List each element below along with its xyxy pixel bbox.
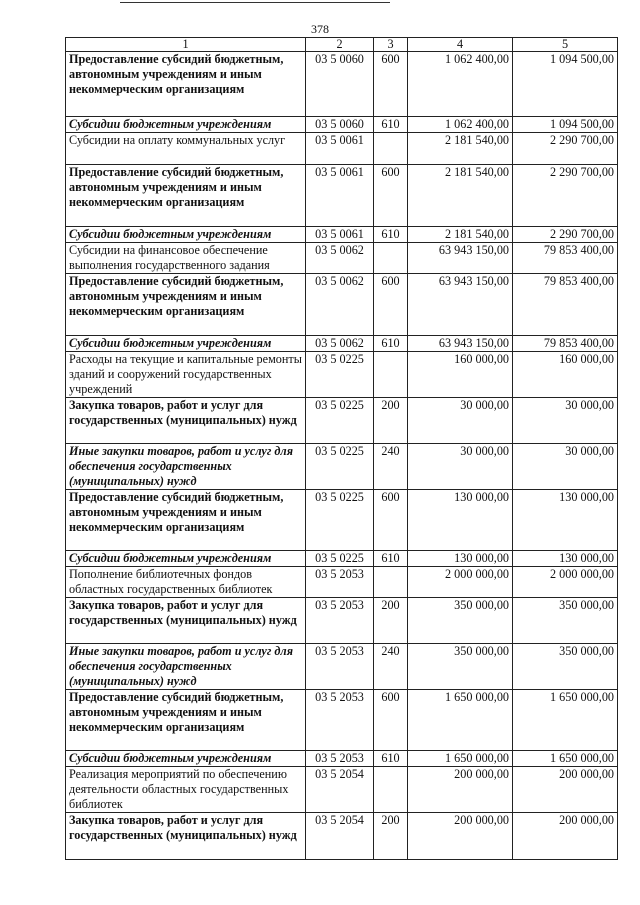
row-code-cell: 03 5 0061 [306,133,374,165]
row-value-cell: 130 000,00 [408,490,513,551]
row-value-cell: 63 943 150,00 [408,274,513,336]
table-row [66,551,618,567]
row-value-cell: 350 000,00 [513,598,618,644]
row-name-cell: Субсидии бюджетным учреждениям [66,551,306,567]
row-expense-type-cell: 610 [374,227,408,243]
row-expense-type-cell: 610 [374,117,408,133]
row-name-cell: Расходы на текущие и капитальные ремонты зданий и сооружений государственных учреждений [66,352,306,398]
table-row [66,767,618,813]
row-name-cell: Пополнение библиотечных фондов областных государственных библиотек [66,567,306,598]
table-row [66,227,618,243]
row-expense-type-cell: 600 [374,490,408,551]
table-row [66,490,618,551]
row-value-cell: 130 000,00 [513,551,618,567]
row-value-cell: 79 853 400,00 [513,336,618,352]
row-expense-type-cell: 600 [374,274,408,336]
row-code-cell: 03 5 0061 [306,165,374,227]
row-value-cell: 79 853 400,00 [513,274,618,336]
row-expense-type-cell [374,567,408,598]
row-expense-type-cell: 600 [374,690,408,751]
row-code-cell: 03 5 0062 [306,274,374,336]
row-value-cell: 2 290 700,00 [513,133,618,165]
row-code-cell: 03 5 2053 [306,751,374,767]
table-row [66,598,618,644]
row-code-cell: 03 5 2054 [306,813,374,860]
row-name-cell: Закупка товаров, работ и услуг для государственных (муниципальных) нужд [66,398,306,444]
row-value-cell: 350 000,00 [408,598,513,644]
row-name-cell: Предоставление субсидий бюджетным, автономным учреждениям и иным некоммерческим организациям [66,52,306,117]
row-code-cell: 03 5 0061 [306,227,374,243]
row-name-cell: Субсидии бюджетным учреждениям [66,117,306,133]
table-row [66,336,618,352]
row-expense-type-cell: 600 [374,52,408,117]
row-code-cell: 03 5 0062 [306,243,374,274]
budget-table [65,37,618,860]
row-value-cell: 1 650 000,00 [513,690,618,751]
row-value-cell: 2 181 540,00 [408,165,513,227]
row-name-cell: Субсидии на оплату коммунальных услуг [66,133,306,165]
row-value-cell: 63 943 150,00 [408,243,513,274]
row-value-cell: 2 290 700,00 [513,165,618,227]
row-value-cell: 350 000,00 [408,644,513,690]
table-row [66,117,618,133]
table-row [66,165,618,227]
table-body [66,52,618,860]
row-code-cell: 03 5 0060 [306,52,374,117]
row-value-cell: 1 062 400,00 [408,117,513,133]
row-name-cell: Субсидии бюджетным учреждениям [66,751,306,767]
row-value-cell: 2 181 540,00 [408,133,513,165]
row-value-cell: 1 094 500,00 [513,117,618,133]
row-code-cell: 03 5 0225 [306,551,374,567]
row-value-cell: 30 000,00 [513,444,618,490]
row-value-cell: 2 000 000,00 [513,567,618,598]
row-value-cell: 30 000,00 [408,398,513,444]
row-code-cell: 03 5 0062 [306,336,374,352]
row-name-cell: Иные закупки товаров, работ и услуг для обеспечения государственных (муниципальных) нужд [66,644,306,690]
row-expense-type-cell: 240 [374,644,408,690]
row-expense-type-cell: 200 [374,598,408,644]
row-expense-type-cell: 610 [374,336,408,352]
row-expense-type-cell: 200 [374,813,408,860]
row-name-cell: Предоставление субсидий бюджетным, автономным учреждениям и иным некоммерческим организациям [66,274,306,336]
row-value-cell: 160 000,00 [513,352,618,398]
row-value-cell: 130 000,00 [408,551,513,567]
row-code-cell: 03 5 0225 [306,352,374,398]
table-row [66,567,618,598]
row-expense-type-cell: 610 [374,751,408,767]
table-row [66,52,618,117]
column-header: 1 [66,38,306,52]
row-code-cell: 03 5 0060 [306,117,374,133]
column-header: 2 [306,38,374,52]
table-row [66,751,618,767]
row-name-cell: Закупка товаров, работ и услуг для государственных (муниципальных) нужд [66,598,306,644]
row-code-cell: 03 5 0225 [306,490,374,551]
header-row [66,38,618,52]
table-row [66,690,618,751]
row-value-cell: 350 000,00 [513,644,618,690]
row-name-cell: Субсидии бюджетным учреждениям [66,227,306,243]
row-code-cell: 03 5 2053 [306,690,374,751]
row-name-cell: Реализация мероприятий по обеспечению деятельности областных государственных библиотек [66,767,306,813]
row-value-cell: 30 000,00 [513,398,618,444]
row-expense-type-cell [374,133,408,165]
table-row [66,243,618,274]
row-value-cell: 200 000,00 [408,813,513,860]
row-expense-type-cell: 610 [374,551,408,567]
row-value-cell: 1 650 000,00 [513,751,618,767]
row-name-cell: Предоставление субсидий бюджетным, автономным учреждениям и иным некоммерческим организациям [66,690,306,751]
table-row [66,644,618,690]
table-row [66,274,618,336]
row-code-cell: 03 5 0225 [306,444,374,490]
table-row [66,813,618,860]
row-name-cell: Субсидии на финансовое обеспечение выполнения государственного задания [66,243,306,274]
row-expense-type-cell [374,243,408,274]
row-value-cell: 1 650 000,00 [408,751,513,767]
row-code-cell: 03 5 2054 [306,767,374,813]
row-value-cell: 160 000,00 [408,352,513,398]
row-code-cell: 03 5 2053 [306,567,374,598]
row-name-cell: Предоставление субсидий бюджетным, автономным учреждениям и иным некоммерческим организациям [66,490,306,551]
row-value-cell: 2 290 700,00 [513,227,618,243]
row-value-cell: 63 943 150,00 [408,336,513,352]
table-row [66,133,618,165]
table-row [66,398,618,444]
row-value-cell: 130 000,00 [513,490,618,551]
table-row [66,352,618,398]
row-value-cell: 30 000,00 [408,444,513,490]
page-number: 378 [311,22,329,36]
column-header: 5 [513,38,618,52]
row-value-cell: 200 000,00 [408,767,513,813]
row-code-cell: 03 5 0225 [306,398,374,444]
row-value-cell: 1 094 500,00 [513,52,618,117]
row-code-cell: 03 5 2053 [306,598,374,644]
row-expense-type-cell: 600 [374,165,408,227]
row-value-cell: 1 062 400,00 [408,52,513,117]
column-header: 3 [374,38,408,52]
row-expense-type-cell [374,352,408,398]
row-expense-type-cell: 200 [374,398,408,444]
row-value-cell: 2 000 000,00 [408,567,513,598]
row-name-cell: Закупка товаров, работ и услуг для государственных (муниципальных) нужд [66,813,306,860]
row-name-cell: Субсидии бюджетным учреждениям [66,336,306,352]
row-name-cell: Иные закупки товаров, работ и услуг для обеспечения государственных (муниципальных) нужд [66,444,306,490]
row-expense-type-cell [374,767,408,813]
row-value-cell: 200 000,00 [513,813,618,860]
row-value-cell: 1 650 000,00 [408,690,513,751]
row-value-cell: 2 181 540,00 [408,227,513,243]
row-name-cell: Предоставление субсидий бюджетным, автономным учреждениям и иным некоммерческим организациям [66,165,306,227]
row-value-cell: 200 000,00 [513,767,618,813]
row-value-cell: 79 853 400,00 [513,243,618,274]
column-header: 4 [408,38,513,52]
table-row [66,444,618,490]
top-rule [120,2,390,3]
row-code-cell: 03 5 2053 [306,644,374,690]
row-expense-type-cell: 240 [374,444,408,490]
